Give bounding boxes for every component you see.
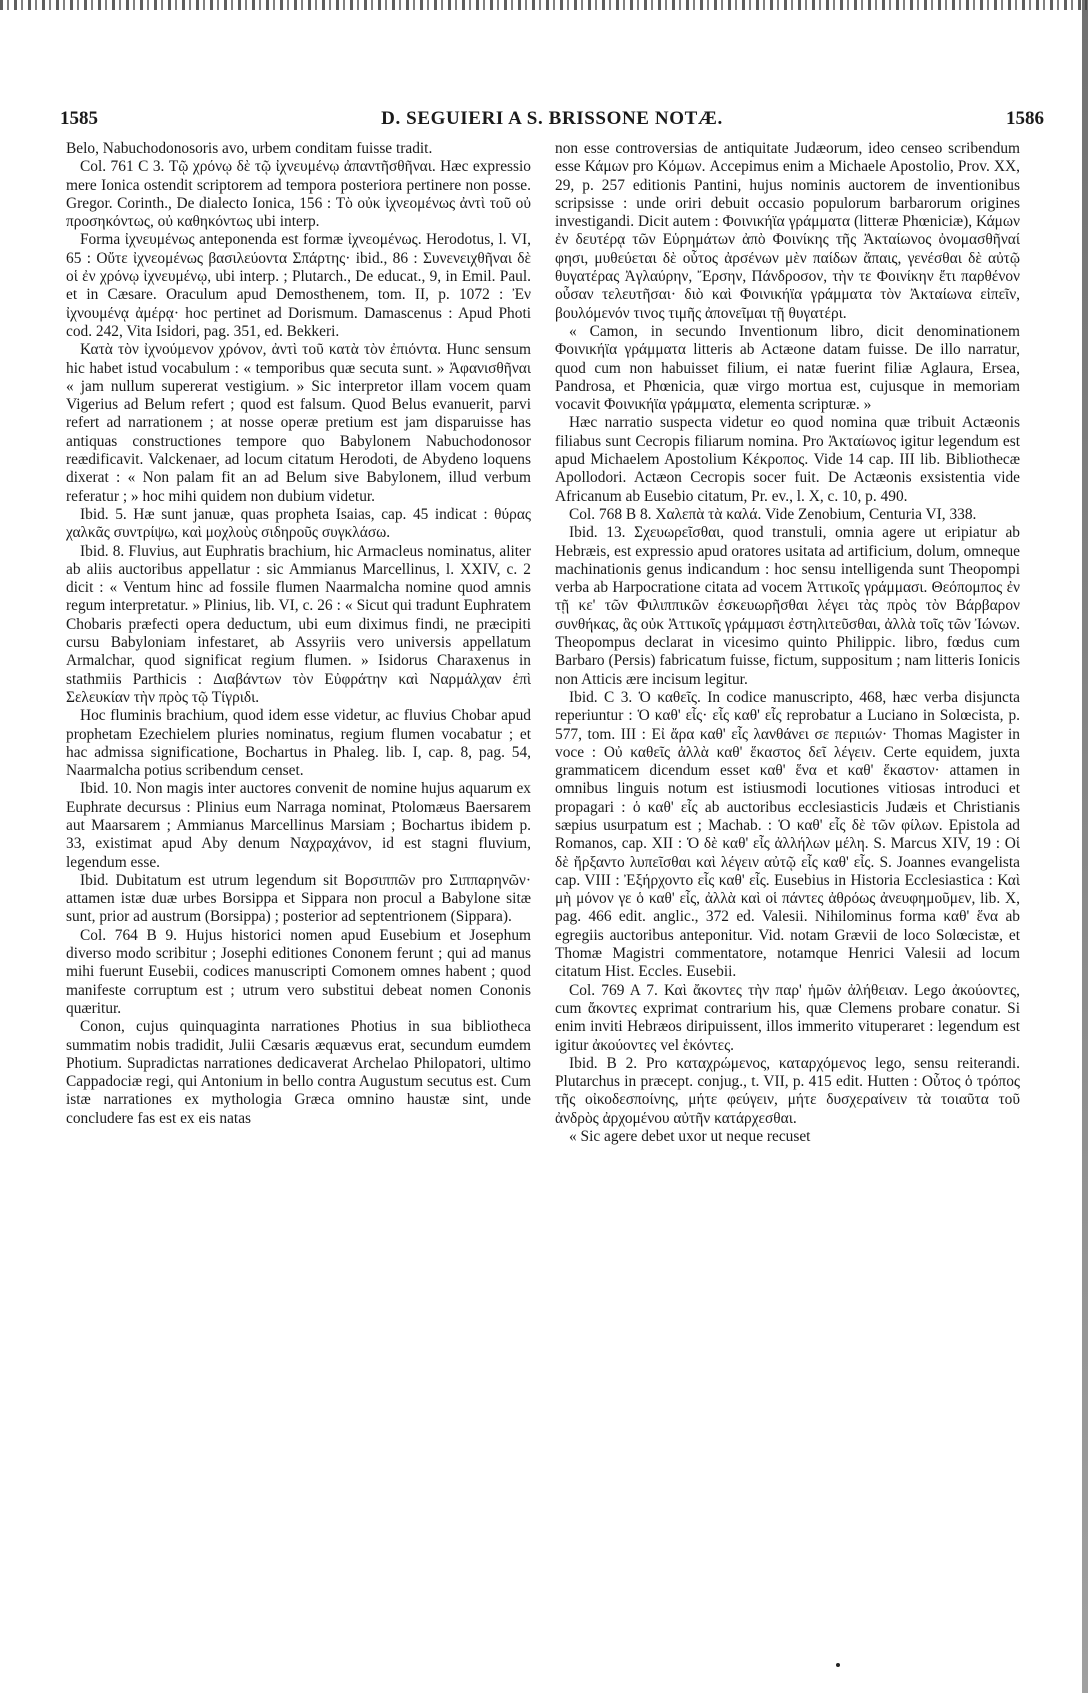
print-dot (836, 1663, 840, 1667)
running-header (60, 108, 1044, 138)
paragraph: non esse controversias de antiquitate Judæorum, ideo censeo scribendum esse Κάμων pro Κόμων. Accepimus enim a Michaele Apostolio, Prov. XX, 29, p. 257 editionis Pantini, hujus nominis auctorem de inventionibus scripsisse : unde oriri debuit occasio populorum barbarorum origines investigandi. Dicit autem : Φοινικήϊα γράμματα (litteræ Phœniciæ), Κάμων ἐν δευτέρᾳ τῶν Εὑρημάτων ἀπὸ Φοινίκης τῆς Ἀκταίωνος ὀνομασθῆναί φησι, μυθεύεται δὲ οὗτος ἀρσένων μὲν παίδων ἄπαις, γενέσθαι δὲ αὐτῷ θυγατέρας Ἀγλαύρην, Ἔρσην, Πάνδροσον, τὴν τε Φοινίκην ἔτι παρθένον οὖσαν τελευτῆσαι· διὸ καὶ Φοινικήϊα γράμματα τὸν Ἀκταίωνα εἰπεῖν, βουλόμενόν τινος τιμῆς ἀπονεῖμαι τῇ θυγατέρι. (555, 140, 1020, 322)
paragraph: Belo, Nabuchodonosoris avo, urbem conditam fuisse tradit. (66, 140, 433, 157)
paragraph: Hoc fluminis brachium, quod idem esse videtur, ac fluvius Chobar apud prophetam Ezechielem pluries nominatus, regium flumen vocabatur ; et hac admissa significatione, Bochartus in Phaleg. lib. I, cap. 8, pag. 54, Naarmalcha potius scribendum censet. (66, 707, 531, 780)
page-number-left: 1585 (60, 108, 98, 129)
paragraph: Col. 768 B 8. Χαλεπὰ τὰ καλά. Vide Zenobium, Centuria VI, 338. (569, 505, 977, 523)
paragraph: Col. 769 A 7. Καὶ ἄκοντες τὴν παρ' ἡμῶν ἀλήθειαν. Lego ἀκούοντες, cum ἄκοντες exprimat contrarium his, quæ Clemens probare conatur. Si enim inviti Hebræos diripuissent, illos immerito vituperaret : legendum est igitur ἀκούοντες vel ἑκόντες. (555, 981, 1020, 1054)
paragraph: Ibid. 8. Fluvius, aut Euphratis brachium, hic Armacleus nominatus, aliter ab aliis auctoribus appellatur : sic Ammianus Marcellinus, l. XXIV, c. 2 dicit : « Ventum hinc ad fossile flumen Naarmalcha nomine quod amnis regum interpretatur. » Plinius, lib. VI, c. 26 : « Sicut qui tradunt Euphratem Chobaris præfecti opera deductum, ubi eum diximus findi, ne præcipiti cursu Babyloniam infestaret, ab Assyriis vero universis appellatum Armalchar, quod significat regium flumen. » Isidorus Charaxenus in stathmiis Parthicis : Διαβάντων τὸν Εὐφράτην καὶ Ναρμάλχαν ἐπὶ Σελευκίαν τὴν πρὸς τῷ Τίγριδι. (66, 542, 531, 706)
paragraph: Ibid. 5. Hæ sunt januæ, quas propheta Isaias, cap. 45 indicat : θύρας χαλκᾶς συντρίψω, καὶ μοχλοὺς σιδηροῦς συγκλάσω. (66, 505, 531, 542)
paragraph: Ibid. 13. Σχευωρεῖσθαι, quod transtuli, omnia agere ut eripiatur ab Hebræis, est expressio apud oratores usitata ad artificium, dolum, omneque machinationis genus indicandum : hoc sensu intelligenda sunt Theopompi verba ab Harpocratione citata ad vocem Ἀττικοῖς γράμμασι. Θεόπομπος ἐν τῇ κε' τῶν Φιλιππικῶν ἐσκευωρῆσθαι λέγει τὰς πρὸς τὸν Βάρβαρον συνθήκας, ἃς οὐκ Ἀττικοῖς γράμμασι ἐστηλιτεῦσθαι, ἀλλὰ τοῖς τῶν Ἰώνων. Theopompus declarat in vicesimo quinto Philippic. libro, fœdus cum Barbaro (Persis) fabricatum fuisse, fictum, suppositum ; nam litteris Ionicis non Atticis ære incisum legitur. (555, 524, 1020, 688)
scan-border-top (0, 0, 1088, 10)
paragraph: Κατὰ τὸν ἰχνούμενον χρόνον, ἀντὶ τοῦ κατὰ τὸν ἐπιόντα. Hunc sensum hic habet istud vocabulum : « temporibus quæ secuta sunt. » Ἀφανισθῆναι « jam nullum supererat vestigium. » Sic interpretor illam vocem quam Vigerius ad Belum refert ; quod est falsum. Quod Belus evanuerit, parvi refert ad narrationem ; at nosse operæ pretium est jam disparuisse has antiquas constructiones tempore quo Babylonem Nabuchodonosor reædificavit. Valckenaer, ad locum citatum Herodoti, de Abydeno loquens dixerat : « Non palam fit an ad Belum sive Babylonem, illud verbum referatur ; » hoc mihi quidem non dubium videtur. (66, 341, 531, 505)
paragraph: Ibid. 10. Non magis inter auctores convenit de nomine hujus aquarum ex Euphrate decursus : Plinius eum Narraga nominat, Ptolomæus Baersarem aut Maarsarem ; Ammianus Marcellinus Marsiam ; Bochartus ibidem p. 33, existimat apud Aby denum Ναχραχάνον, id est stagni fluvium, legendum esse. (66, 780, 531, 871)
paragraph: Conon, cujus quinquaginta narrationes Photius in sua bibliotheca summatim nobis tradidit, Julii Cæsaris æquævus erat, secundum eumdem Photium. Supradictas narrationes dedicaverat Archelao Philopatori, ultimo Cappadociæ regi, qui Antonium in bello contra Augustum secutus est. Cum istæ narrationes ex mythologia Græca omnino haustæ sint, unde concludere fas est ex eis natas (66, 1018, 531, 1127)
paragraph: Hæc narratio suspecta videtur eo quod nomina quæ tribuit Actæonis filiabus sunt Cecropis filiarum nomina. Pro Ἀκταίωνος igitur legendum est apud Michaelem Apostolium Κέκροπος. Vide 14 cap. III lib. Bibliothecæ Apollodori. Actæon Cecropis socer fuit. De Actæonis exsistentia vide Africanum ab Eusebio citatum, Pr. ev., l. X, c. 10, p. 490. (555, 414, 1020, 505)
left-column (66, 140, 531, 1128)
paragraph: Forma ἰχνευμένως anteponenda est formæ ἰχνεομένως. Herodotus, l. VI, 65 : Οὔτε ἰχνεομένως βασιλεύοντα Σπάρτης· ibid., 86 : Συνενειχθῆναι δὲ οἱ ἐν χρόνῳ ἰχνευμένῳ, ubi interp. ; Plutarch., De educat., 9, in Emil. Paul. et in Cæsare. Oraculum apud Demosthenem, tom. II, p. 1072 : Ἐν ἰχνουμένᾳ ἀμέρᾳ· hoc pertinet ad Dorismum. Damascenus : Apud Photi cod. 242, Vita Isidori, pag. 351, ed. Bekkeri. (66, 231, 531, 340)
scan-border-right (1082, 0, 1088, 1693)
running-title: D. SEGUIERI A S. BRISSONE NOTÆ. (381, 108, 723, 129)
paragraph: « Camon, in secundo Inventionum libro, dicit denominationem Φοινικήϊα γράμματα litteris ab Actæone datam fuisse. De illo narratur, quod cum non habuisset filium, ei natæ fuerint filiæ Aglaura, Ersea, Pandrosa, et Phœnicia, quæ virgo mortua est, cujusque in memoriam vocavit Φοινικήϊα γράμματα, elementa scripturæ. » (555, 322, 1020, 414)
paragraph: Ibid. B 2. Pro καταχρώμενος, καταρχόμενος lego, sensu reiterandi. Plutarchus in præcept. conjug., t. VII, p. 415 edit. Hutten : Οὗτος ὁ τρόπος τῆς οἰκοδεσποίνης, μήτε φεύγειν, μήτε δυσχεραίνειν τὰ τοιαῦτα τοῦ ἀνδρὸς ἀρχομένου αὐτῆν κατάρχεσθαι. (555, 1054, 1020, 1127)
page-number-right: 1586 (1006, 108, 1044, 129)
paragraph: Ibid. C 3. Ὁ καθεῖς. In codice manuscripto, 468, hæc verba disjuncta reperiuntur : Ὁ καθ' εἷς· εἷς καθ' εἷς reprobatur a Luciano in Solœcista, p. 577, tom. III : Εἰ ἄρα καθ' εἷς λανθάνει σε περιιών· Thomas Magister in voce : Οὐ καθεῖς ἀλλὰ καθ' ἕκαστος δεῖ λέγειν. Certe equidem, juxta grammaticem dicendum esset καθ' ἕνα et καθ' ἕκαστον· attamen in omnibus linguis notum est istiusmodi locutiones vitiosas introduci et propagari : ὁ καθ' εἷς ab auctoribus ecclesiasticis Judæis et Christianis sæpius usurpatum est ; Machab. : Ὁ καθ' εἷς δὲ τῶν φίλων. Epistola ad Romanos, cap. XII : Ὁ δὲ καθ' εἷς ἀλλήλων μέλη. S. Marcus XIV, 19 : Οἱ δὲ ἤρξαντο λυπεῖσθαι καὶ λέγειν αὐτῷ εἷς καθ' εἷς. S. Joannes evangelista cap. VIII : Ἐξήρχοντο εἷς καθ' εἷς. Eusebius in Historia Ecclesiastica : Καὶ μὴ μόνον γε ὁ καθ' εἷς, ἀλλὰ καὶ οἱ πάντες ἀθρόως ἀνευφημοῦμεν, lib. X, pag. 466 edit. anglic., 372 ed. Valesii. Nihilominus forma καθ' ἕνα ab egregiis auctoribus anteponitur. Vid. notam Grævii de loco Solœcistæ, et Thomæ Magistri commentatore, notamque Henrici Valesii ad locum citatum Hist. Eccles. Eusebii. (555, 688, 1020, 981)
paragraph: Col. 761 C 3. Τῷ χρόνῳ δὲ τῷ ἰχνευμένῳ ἀπαντῆσθῆναι. Hæc expressio mere Ionica ostendit scriptorem ad tempora posteriora pertinere non posse. Gregor. Corinth., De dialecto Ionica, 156 : Τὸ οὐκ ἰχνεομένως ἀντὶ τοῦ οὐ προσηκόντως, οὐ καθηκόντως ubi interp. (66, 158, 531, 231)
paragraph: Col. 764 B 9. Hujus historici nomen apud Eusebium et Josephum diverso modo scribitur ; Josephi editiones Cononem ferunt ; qui ad manus mihi fuerunt Eusebii, codices manuscripti Comonem omnes habent ; quod manifeste corruptum est ; utrum vero substitui debeat nomen Cononis quæritur. (66, 926, 531, 1017)
paragraph: « Sic agere debet uxor ut neque recuset (569, 1128, 811, 1146)
right-column (555, 140, 1020, 1146)
paragraph: Ibid. Dubitatum est utrum legendum sit Βορσιππῶν pro Σιππαρηνῶν· attamen istæ duæ urbes Borsippa et Sippara non procul a Babylone sitæ sunt, prior ad austrum (Borsippa) ; posterior ad septentrionem (Sippara). (66, 871, 531, 926)
